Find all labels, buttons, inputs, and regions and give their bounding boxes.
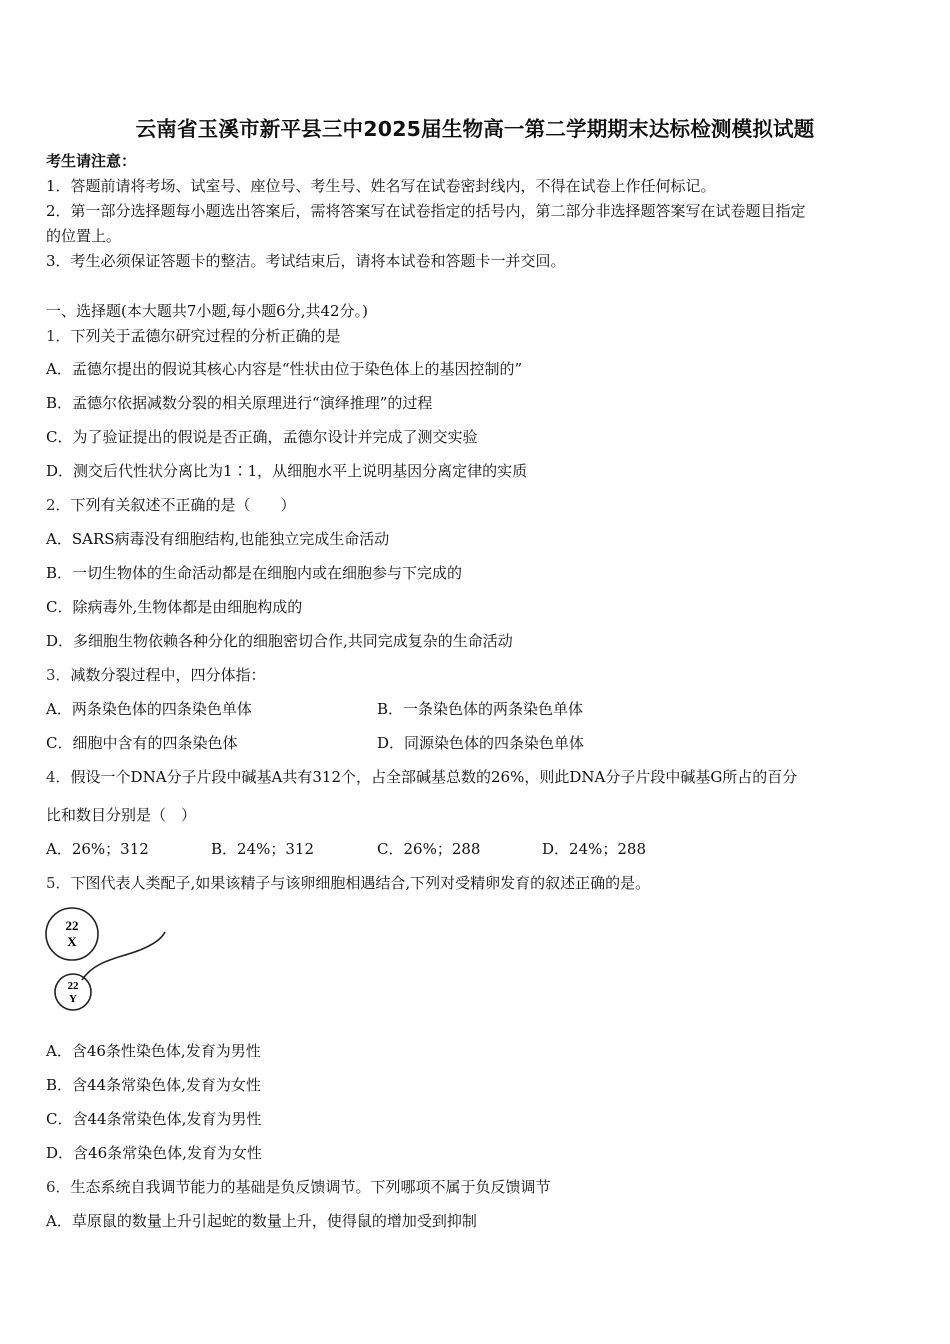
notice-heading: 考生请注意： [46,152,137,170]
question-text: 生态系统自我调节能力的基础是负反馈调节。下列哪项不属于负反馈调节 [70,1178,551,1196]
question-4-stem [46,767,797,787]
option-c: C．细胞中含有的四条染色体 [46,734,238,752]
option-b: B．孟德尔依据减数分裂的相关原理进行“演绎推理”的过程 [46,394,433,412]
sperm-label-autosomes: 22 [67,980,79,992]
question-number: 3． [46,666,71,684]
option-a: A．26%；312 [46,840,149,858]
option-d: D．同源染色体的四条染色单体 [377,734,585,752]
question-1-stem [46,326,341,346]
notice-item: 3．考生必须保证答题卡的整洁。考试结束后，请将本试卷和答题卡一并交回。 [46,252,566,270]
page-title: 云南省玉溪市新平县三中2025届生物高一第二学期期末达标检测模拟试题 [135,117,815,141]
question-number: 1． [46,327,71,345]
option-c: C．除病毒外,生物体都是由细胞构成的 [46,598,303,616]
question-number: 5． [46,874,71,892]
egg-label-sex: X [67,934,77,949]
question-5-stem [46,873,650,893]
question-text: 下图代表人类配子,如果该精子与该卵细胞相遇结合,下列对受精卵发育的叙述正确的是。 [70,874,651,892]
notice-item: 2．第一部分选择题每小题选出答案后，需将答案写在试卷指定的括号内，第二部分非选择题答案写在试卷题目指定 [46,202,806,220]
question-text: 下列关于孟德尔研究过程的分析正确的是 [70,327,341,345]
option-a: A．SARS病毒没有细胞结构,也能独立完成生命活动 [46,530,390,548]
option-c: C．含44条常染色体,发育为男性 [46,1110,262,1128]
notice-item: 的位置上。 [46,227,122,245]
option-b: B．含44条常染色体,发育为女性 [46,1076,261,1094]
question-text: 减数分裂过程中，四分体指： [70,666,266,684]
option-a: A．孟德尔提出的假说其核心内容是“性状由位于染色体上的基因控制的” [46,360,523,378]
option-c: C．为了验证提出的假说是否正确，孟德尔设计并完成了测交实验 [46,428,478,446]
egg-label-autosomes: 22 [65,918,79,933]
question-6-stem [46,1177,551,1197]
option-a: A．两条染色体的四条染色单体 [46,700,252,718]
question-text: 假设一个DNA分子片段中碱基A共有312个，占全部碱基总数的26%，则此DNA分子片段中碱基G所占的百分 [70,768,798,786]
gamete-figure [40,900,180,1015]
option-a: A．草原鼠的数量上升引起蛇的数量上升，使得鼠的增加受到抑制 [46,1212,477,1230]
section-heading: 一、选择题(本大题共7小题,每小题6分,共42分。) [46,302,368,320]
option-d: D．24%；288 [542,840,646,858]
question-number: 4． [46,768,71,786]
option-d: D．含46条常染色体,发育为女性 [46,1144,262,1162]
notice-item: 1．答题前请将考场、试室号、座位号、考生号、姓名写在试卷密封线内，不得在试卷上作任何标记。 [46,177,716,195]
question-3-stem [46,665,266,685]
question-4-stem-cont: 比和数目分别是（ ） [46,806,197,824]
option-b: B．24%；312 [211,840,314,858]
option-b: B．一条染色体的两条染色单体 [377,700,584,718]
option-d: D．多细胞生物依赖各种分化的细胞密切合作,共同完成复杂的生命活动 [46,632,513,650]
question-text: 下列有关叙述不正确的是（ ） [70,496,296,514]
sperm-label-sex: Y [69,993,77,1005]
option-c: C．26%；288 [377,840,481,858]
option-d: D．测交后代性状分离比为1∶1，从细胞水平上说明基因分离定律的实质 [46,462,528,480]
option-a: A．含46条性染色体,发育为男性 [46,1042,261,1060]
option-b: B．一切生物体的生命活动都是在细胞内或在细胞参与下完成的 [46,564,463,582]
question-2-stem [46,495,296,515]
question-number: 6． [46,1178,71,1196]
question-number: 2． [46,496,71,514]
sperm-tail [82,932,165,980]
